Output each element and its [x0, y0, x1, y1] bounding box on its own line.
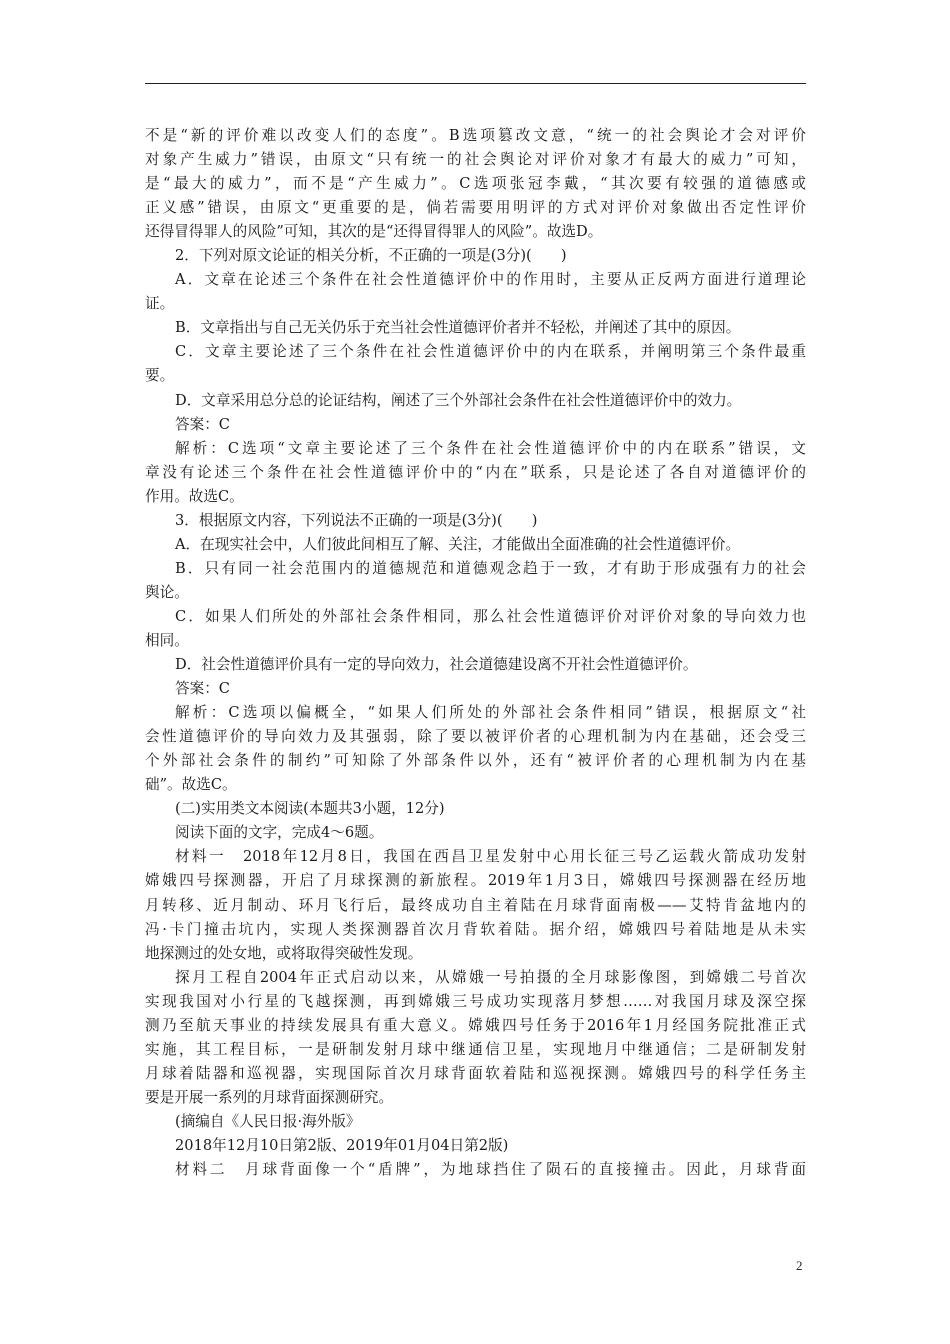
text-line: 舆论。	[145, 583, 189, 601]
text-line: 2．下列对原文论证的相关分析，不正确的一项是(3分)( )	[175, 247, 567, 265]
header-rule	[145, 83, 806, 84]
text-line: 3．根据原文内容，下列说法不正确的一项是(3分)( )	[175, 511, 538, 529]
text-line: 材料二 月球背面像一个“盾牌”，为地球挡住了陨石的直接撞击。因此，月球背面	[175, 1161, 806, 1179]
text-line: 测乃至航天事业的持续发展具有重大意义。嫦娥四号任务于2016年1月经国务院批准正式	[145, 1016, 806, 1034]
text-line: A．文章在论述三个条件在社会性道德评价中的作用时，主要从正反两方面进行道理论	[175, 271, 806, 289]
text-line: 要。	[145, 367, 175, 385]
text-line: (二)实用类文本阅读(本题共3小题，12分)	[175, 800, 445, 818]
text-line: 实现我国对小行星的飞越探测，再到嫦娥三号成功实现落月梦想……对我国月球及深空探	[145, 992, 806, 1010]
text-line: 础”。故选C。	[145, 776, 237, 794]
page-number: 2	[796, 1258, 803, 1273]
text-line: 是“最大的威力”，而不是“产生威力”。C选项张冠李戴，“其次要有较强的道德感或	[145, 175, 806, 193]
text-line: 材料一 2018年12月8日，我国在西昌卫星发射中心用长征三号乙运载火箭成功发射	[175, 848, 806, 866]
text-line: 章没有论述三个条件在社会性道德评价中的“内在”联系，只是论述了各自对道德评价的	[145, 463, 806, 481]
text-line: 月转移、近月制动、环月飞行后，最终成功自主着陆在月球背面南极——艾特肯盆地内的	[145, 896, 806, 914]
text-line: 冯·卡门撞击坑内，实现人类探测器首次月背软着陆。据介绍，嫦娥四号着陆地是从未实	[145, 920, 806, 938]
text-line: 答案：C	[175, 415, 230, 433]
text-line: C．文章主要论述了三个条件在社会性道德评价中的内在联系，并阐明第三个条件最重	[175, 343, 806, 361]
text-line: 探月工程自2004年正式启动以来，从嫦娥一号拍摄的全月球影像图，到嫦娥二号首次	[175, 968, 806, 986]
text-line: 2018年12月10日第2版、2019年01月04日第2版)	[175, 1136, 509, 1154]
text-line: A．在现实社会中，人们彼此间相互了解、关注，才能做出全面准确的社会性道德评价。	[175, 535, 741, 553]
text-line: 实施，其工程目标，一是研制发射月球中继通信卫星，实现地月中继通信；二是研制发射	[145, 1040, 806, 1058]
text-line: 阅读下面的文字，完成4～6题。	[175, 824, 384, 842]
text-line: 正义感”错误，由原文“更重要的是，倘若需要用明评的方式对评价对象做出否定性评价	[145, 199, 806, 217]
text-line: D．文章采用总分总的论证结构，阐述了三个外部社会条件在社会性道德评价中的效力。	[175, 391, 742, 409]
text-line: 个外部社会条件的制约”可知除了外部条件以外，还有“被评价者的心理机制为内在基	[145, 752, 806, 770]
text-line: B．只有同一社会范围内的道德规范和道德观念趋于一致，才有助于形成强有力的社会	[175, 559, 806, 577]
text-line: 还得冒得罪人的风险”可知，其次的是“还得冒得罪人的风险”。故选D。	[145, 223, 603, 241]
text-line: 不是“新的评价难以改变人们的态度”。B选项篡改文意，“统一的社会舆论才会对评价	[145, 127, 806, 144]
text-line: 要是开展一系列的月球背面探测研究。	[145, 1088, 394, 1106]
text-line: 作用。故选C。	[145, 487, 244, 505]
text-line: 地探测过的处女地，或将取得突破性发现。	[145, 944, 423, 962]
document-body	[145, 124, 806, 1182]
text-line: 月球着陆器和巡视器，实现国际首次月球背面软着陆和巡视探测。嫦娥四号的科学任务主	[145, 1064, 806, 1082]
text-line: 对象产生威力”错误，由原文“只有统一的社会舆论对评价对象才有最大的威力”可知，	[145, 151, 806, 169]
text-line: B．文章指出与自己无关仍乐于充当社会性道德评价者并不轻松，并阐述了其中的原因。	[175, 319, 741, 337]
text-line: 证。	[145, 295, 175, 313]
text-line: 解析：C选项“文章主要论述了三个条件在社会性道德评价中的内在联系”错误，文	[175, 439, 806, 457]
text-line: 相同。	[145, 631, 189, 649]
text-line: (摘编自《人民日报·海外版》	[175, 1112, 361, 1130]
text-line: D．社会性道德评价具有一定的导向效力，社会道德建设离不开社会性道德评价。	[175, 656, 698, 674]
text-line: 答案：C	[175, 680, 230, 698]
text-line: 会性道德评价的导向效力及其强弱，除了要以被评价者的心理机制为内在基础，还会受三	[145, 728, 806, 746]
text-line: 解析：C选项以偏概全，“如果人们所处的外部社会条件相同”错误，根据原文“社	[175, 704, 806, 722]
text-line: 嫦娥四号探测器，开启了月球探测的新旅程。2019年1月3日，嫦娥四号探测器在经历地	[145, 872, 806, 890]
text-line: C．如果人们所处的外部社会条件相同，那么社会性道德评价对评价对象的导向效力也	[175, 607, 806, 625]
